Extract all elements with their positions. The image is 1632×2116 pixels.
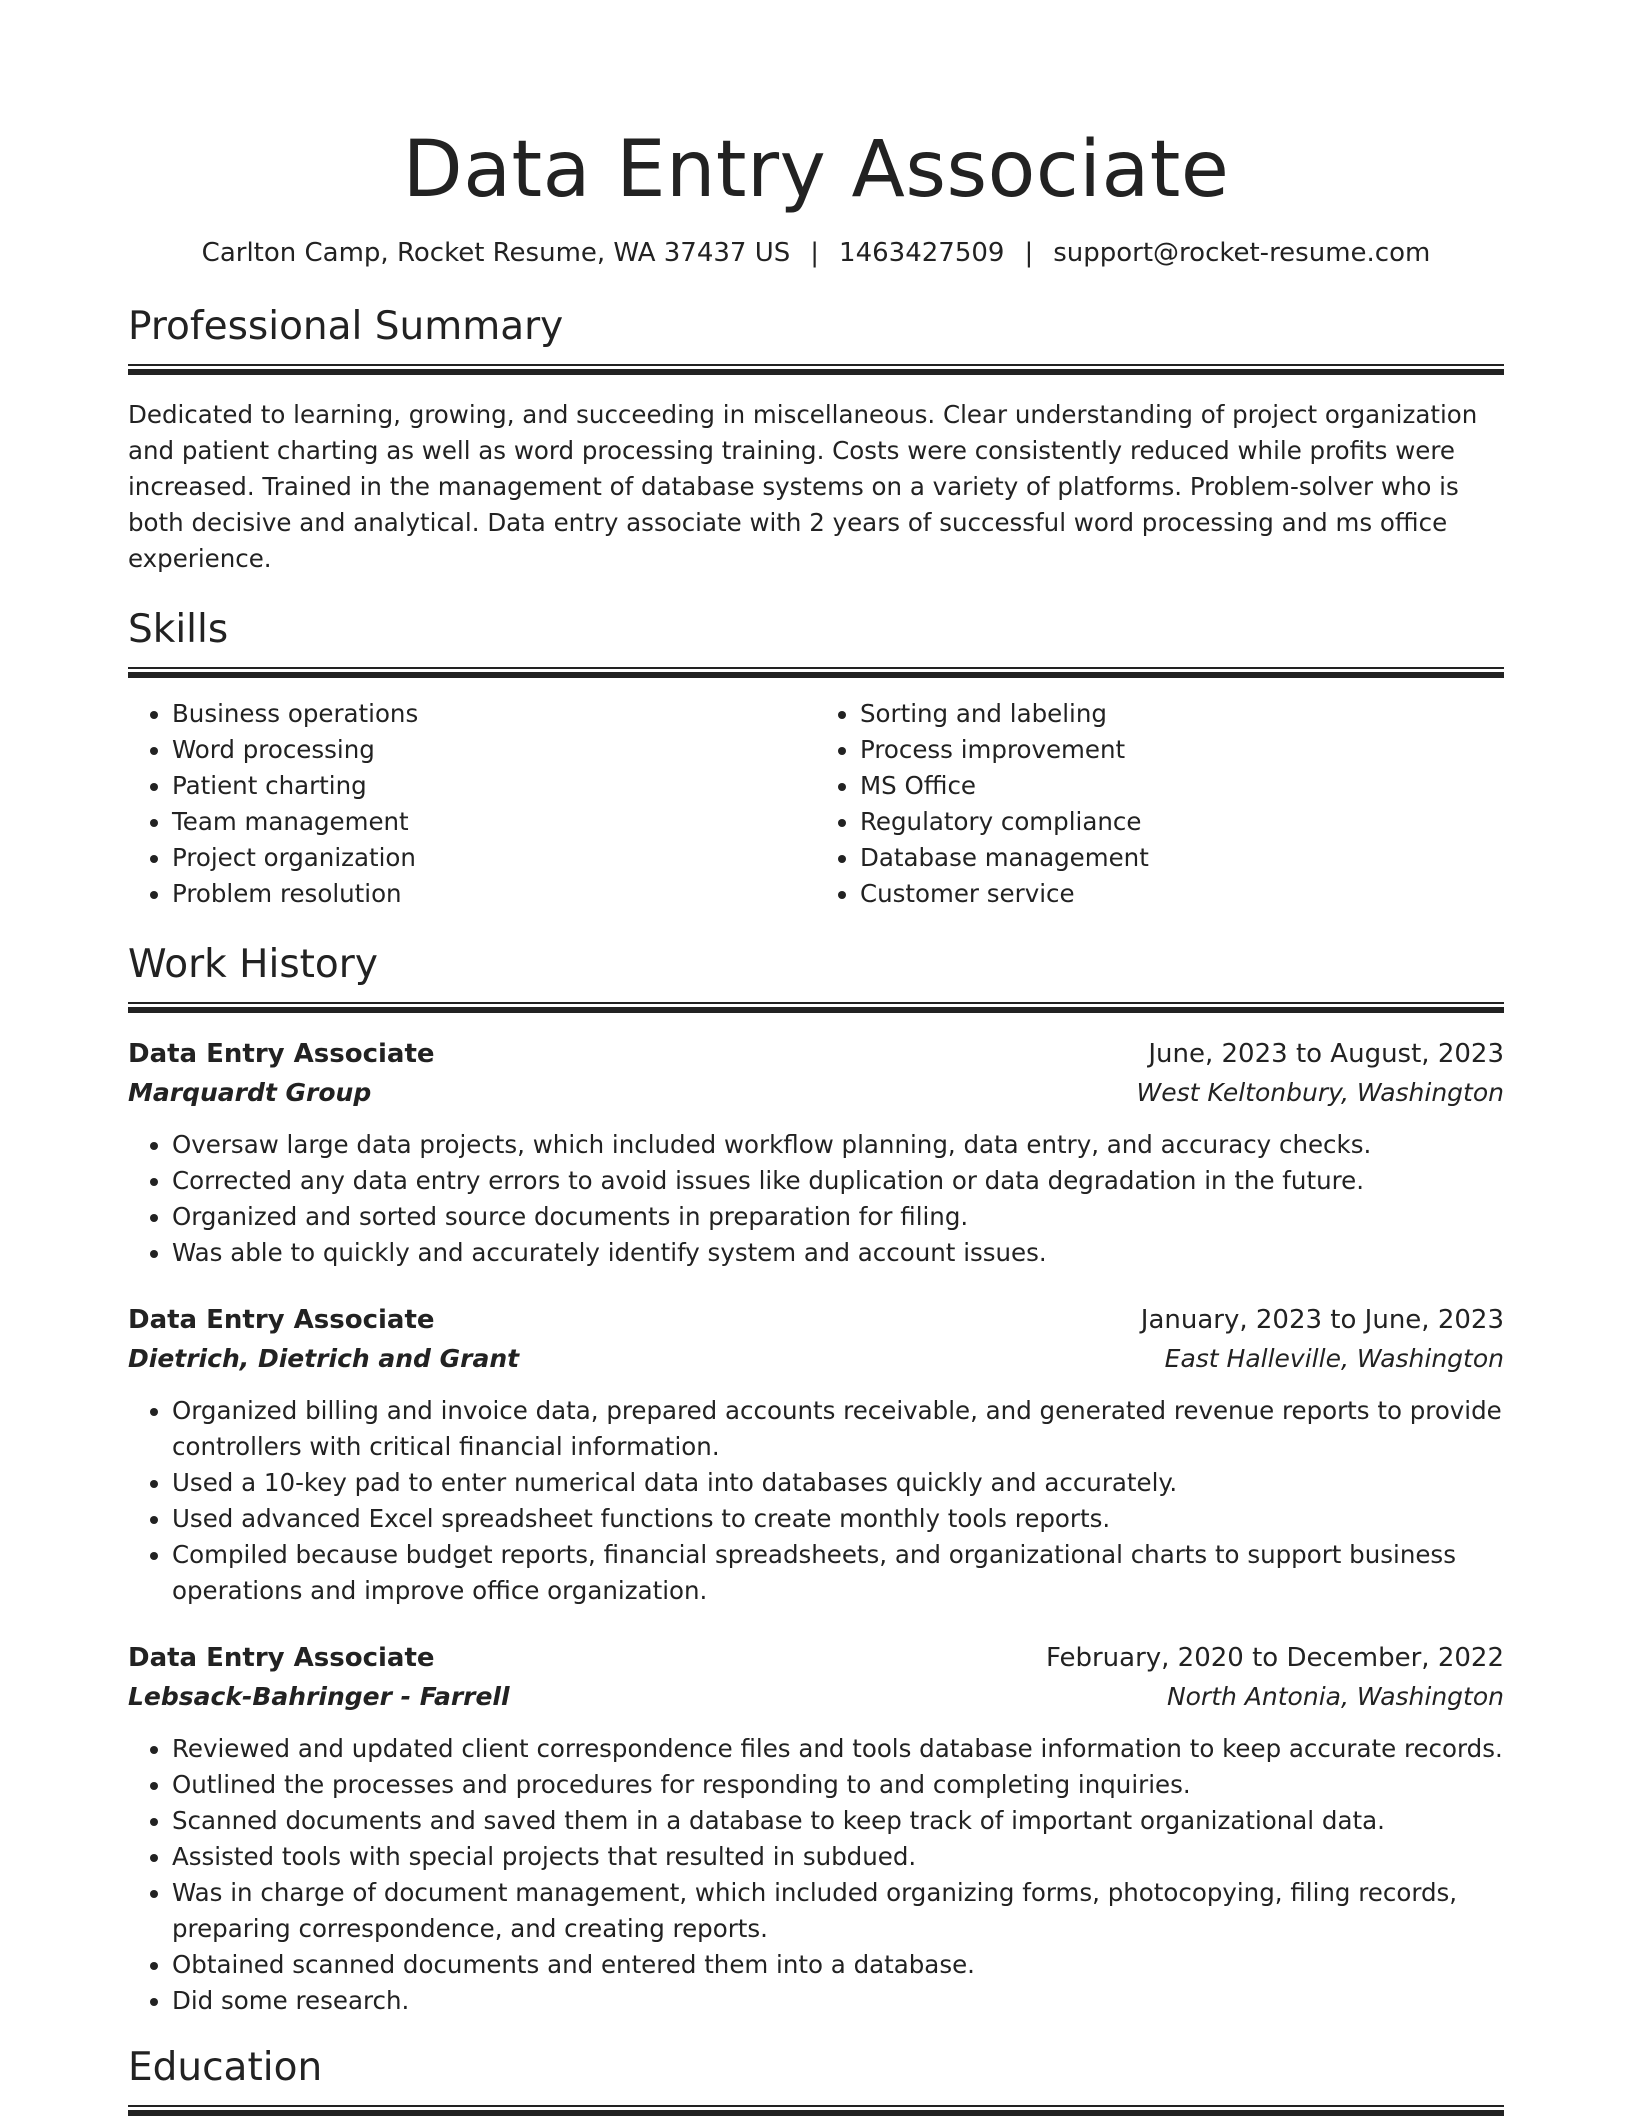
- job-dates: January, 2023 to June, 2023: [1140, 1305, 1504, 1335]
- job-bullet: • Scanned documents and saved them in a database to keep track of important organizational data.: [172, 1803, 1504, 1839]
- job-bullet: • Did some research.: [172, 1983, 1504, 2019]
- job-company: Lebsack-Bahringer - Farrell: [128, 1682, 510, 1711]
- skill-item: • MS Office: [860, 768, 1504, 804]
- skills-list-right: [816, 696, 1504, 912]
- job-title: Data Entry Associate: [128, 1305, 435, 1335]
- job-entry: [128, 1035, 1504, 1271]
- job-entry: [128, 1301, 1504, 1609]
- job-bullet: • Was able to quickly and accurately identify system and account issues.: [172, 1235, 1504, 1271]
- job-company-row: [128, 1073, 1504, 1113]
- skill-item: • Sorting and labeling: [860, 696, 1504, 732]
- skill-item: • Word processing: [172, 732, 816, 768]
- skills-list-left: [128, 696, 816, 912]
- skill-item: • Problem resolution: [172, 876, 816, 912]
- resume-title: Data Entry Associate: [402, 125, 1230, 215]
- skill-item: • Regulatory compliance: [860, 804, 1504, 840]
- work-section: [128, 940, 1504, 2019]
- skills-grid: [128, 696, 1504, 912]
- skill-item: • Database management: [860, 840, 1504, 876]
- skill-item: • Business operations: [172, 696, 816, 732]
- job-bullets: [128, 1393, 1504, 1609]
- job-title: Data Entry Associate: [128, 1643, 435, 1673]
- education-section: [128, 2043, 1504, 2116]
- contact-phone: 1463427509: [839, 238, 1005, 268]
- job-company: Marquardt Group: [128, 1078, 372, 1107]
- contact-line: [128, 236, 1504, 270]
- job-header-row: [128, 1035, 1504, 1073]
- job-bullet: • Organized and sorted source documents in preparation for filing.: [172, 1199, 1504, 1235]
- job-location: West Keltonbury, Washington: [1136, 1078, 1504, 1107]
- section-divider: [128, 2105, 1504, 2116]
- section-heading-skills: Skills: [128, 607, 229, 652]
- job-bullet: • Used a 10-key pad to enter numerical data into databases quickly and accurately.: [172, 1465, 1504, 1501]
- contact-separator: |: [1024, 238, 1034, 268]
- contact-separator: |: [810, 238, 820, 268]
- job-dates: February, 2020 to December, 2022: [1045, 1643, 1504, 1673]
- skill-item: • Customer service: [860, 876, 1504, 912]
- job-header-row: [128, 1639, 1504, 1677]
- job-bullets: [128, 1127, 1504, 1271]
- job-bullet: • Corrected any data entry errors to avoid issues like duplication or data degradation in the future.: [172, 1163, 1504, 1199]
- job-location: North Antonia, Washington: [1166, 1682, 1504, 1711]
- job-company-row: [128, 1339, 1504, 1379]
- contact-address: Carlton Camp, Rocket Resume, WA 37437 US: [201, 238, 791, 268]
- job-location: East Halleville, Washington: [1164, 1344, 1504, 1373]
- skill-item: • Patient charting: [172, 768, 816, 804]
- job-bullet: • Oversaw large data projects, which included workflow planning, data entry, and accuracy checks.: [172, 1127, 1504, 1163]
- job-bullets: [128, 1731, 1504, 2019]
- job-bullet: • Obtained scanned documents and entered them into a database.: [172, 1947, 1504, 1983]
- job-company: Dietrich, Dietrich and Grant: [128, 1344, 520, 1373]
- job-title: Data Entry Associate: [128, 1039, 435, 1069]
- job-bullet: • Used advanced Excel spreadsheet functions to create monthly tools reports.: [172, 1501, 1504, 1537]
- job-bullet: • Was in charge of document management, which included organizing forms, photocopying, filing records, preparing correspondence, and creating reports.: [172, 1875, 1504, 1947]
- contact-email: support@rocket-resume.com: [1053, 238, 1431, 268]
- job-bullet: • Compiled because budget reports, financial spreadsheets, and organizational charts to support business operations and improve office organization.: [172, 1537, 1504, 1609]
- job-dates: June, 2023 to August, 2023: [1148, 1039, 1504, 1069]
- job-company-row: [128, 1677, 1504, 1717]
- job-entry: [128, 1639, 1504, 2019]
- job-bullet: • Assisted tools with special projects that resulted in subdued.: [172, 1839, 1504, 1875]
- skills-section: [128, 605, 1504, 912]
- summary-text: Dedicated to learning, growing, and succeeding in miscellaneous. Clear understanding of project organization and patient charting as well as word processing training. Costs were consistently reduced while profits were increased. Trained in the management of database systems on a variety of platforms. Problem-solver who is both decisive and analytical. Data entry associate with 2 years of successful word processing and ms office experience.: [128, 400, 1478, 573]
- section-divider: [128, 1002, 1504, 1013]
- section-divider: [128, 667, 1504, 678]
- section-divider: [128, 364, 1504, 375]
- summary-section: [128, 302, 1504, 577]
- section-heading-education: Education: [128, 2045, 323, 2090]
- section-heading-work: Work History: [128, 942, 378, 987]
- job-bullet: • Organized billing and invoice data, prepared accounts receivable, and generated revenue reports to provide controllers with critical financial information.: [172, 1393, 1504, 1465]
- job-header-row: [128, 1301, 1504, 1339]
- job-bullet: • Outlined the processes and procedures for responding to and completing inquiries.: [172, 1767, 1504, 1803]
- skill-item: • Team management: [172, 804, 816, 840]
- job-bullet: • Reviewed and updated client correspondence files and tools database information to keep accurate records.: [172, 1731, 1504, 1767]
- skill-item: • Process improvement: [860, 732, 1504, 768]
- skill-item: • Project organization: [172, 840, 816, 876]
- section-heading-summary: Professional Summary: [128, 304, 564, 349]
